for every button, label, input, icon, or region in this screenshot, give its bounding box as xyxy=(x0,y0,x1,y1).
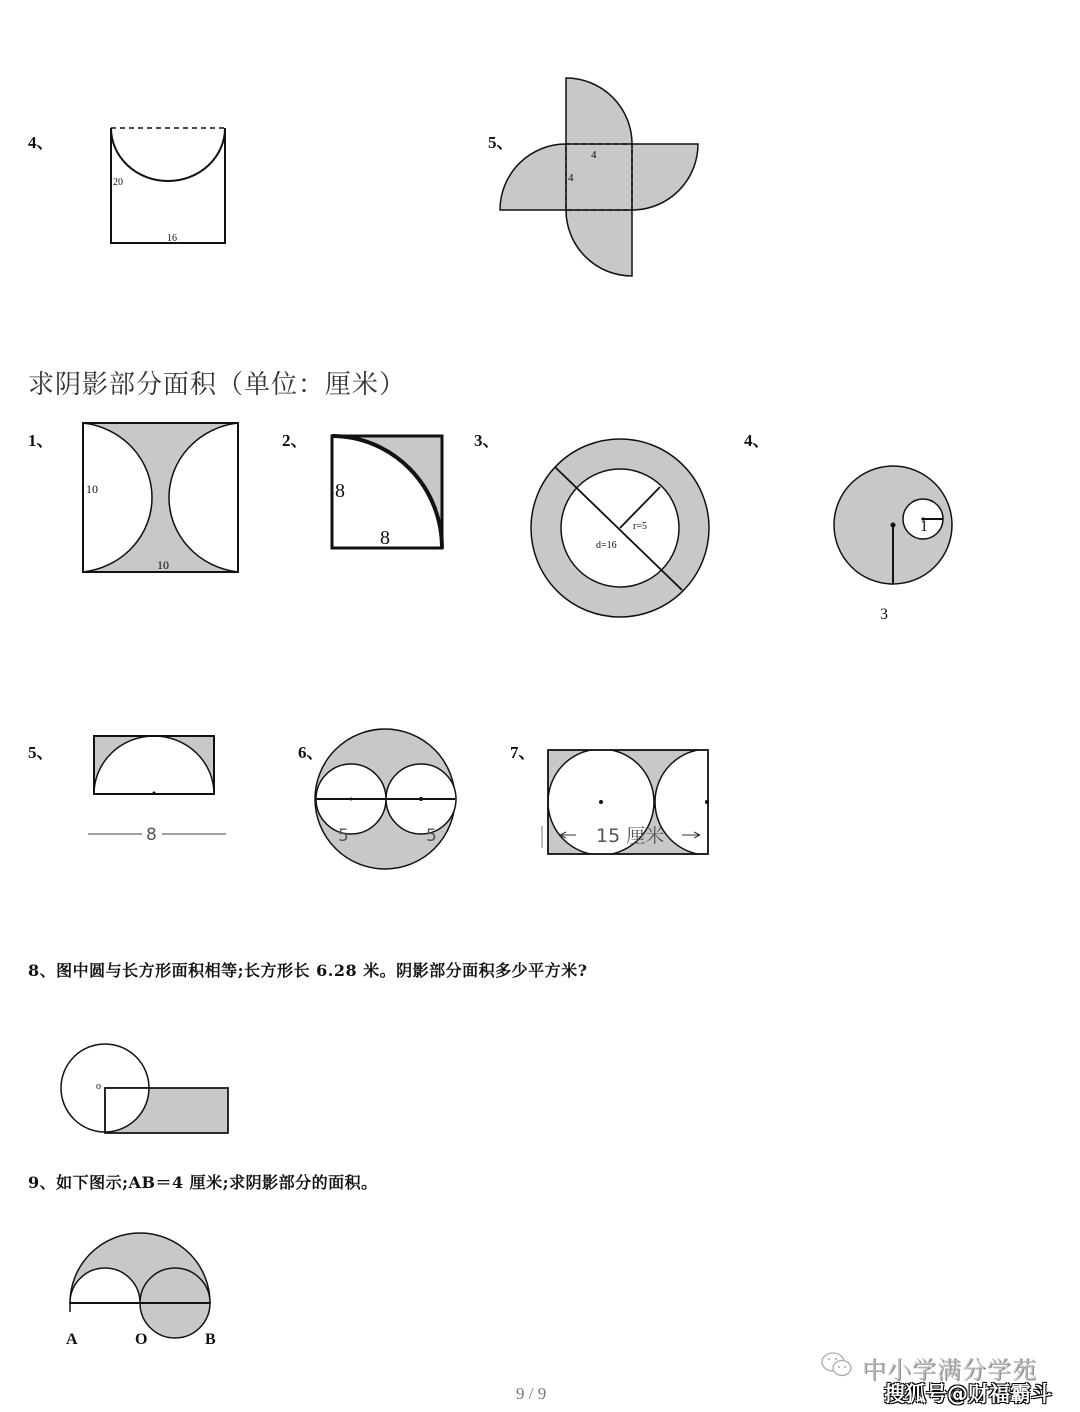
label-left: 4 xyxy=(568,172,574,184)
question-number-4-prior: 4、 xyxy=(28,133,54,152)
question-number-4: 4、 xyxy=(744,431,770,450)
figure-prior-5-pinwheel xyxy=(498,74,708,284)
label-bottom: 10 xyxy=(157,558,169,572)
label-right: 5 xyxy=(426,826,437,846)
label-top: 4 xyxy=(591,149,597,161)
label-b: B xyxy=(205,1331,216,1348)
question-number-6: 6、 xyxy=(298,743,324,762)
figure-1 xyxy=(82,422,242,574)
label-a: A xyxy=(66,1331,78,1348)
watermark-source: 搜狐号@财福霸斗 xyxy=(884,1382,1052,1406)
question-8-text: 8、图中圆与长方形面积相等;长方形长 6.28 米。阴影部分面积多少平方米? xyxy=(28,961,588,980)
label-o: O xyxy=(135,1331,148,1348)
question-number-5-prior: 5、 xyxy=(488,133,514,152)
question-9-text: 9、如下图示;AB＝4 厘米;求阴影部分的面积。 xyxy=(28,1173,378,1192)
figure-2 xyxy=(330,434,446,554)
question-number-7: 7、 xyxy=(510,743,536,762)
figure-prior-4 xyxy=(108,124,238,249)
label-small-radius: 1 xyxy=(920,518,928,535)
watermark-account: 中小学满分学苑 xyxy=(862,1356,1037,1384)
label-width: 8 xyxy=(146,825,157,845)
label-diameter: d=16 xyxy=(596,540,617,551)
figure-7 xyxy=(540,746,720,866)
question-number-3: 3、 xyxy=(474,431,500,450)
label-bottom: 8 xyxy=(380,527,390,549)
label-side: 20 xyxy=(113,177,123,188)
figure-6 xyxy=(314,728,458,872)
question-number-5: 5、 xyxy=(28,743,54,762)
label-width: 15 厘米 xyxy=(596,825,665,847)
figure-4 xyxy=(832,464,956,623)
wechat-icon xyxy=(820,1350,854,1380)
figure-8 xyxy=(58,1040,238,1140)
section-title: 求阴影部分面积（单位：厘米） xyxy=(28,370,407,400)
page-number: 9 / 9 xyxy=(516,1384,547,1403)
label-big-radius: 3 xyxy=(880,606,888,623)
label-left: 5 xyxy=(338,826,349,846)
label-radius: r=5 xyxy=(633,521,647,532)
label-side: 8 xyxy=(335,480,345,502)
question-number-1: 1、 xyxy=(28,431,54,450)
figure-3-annulus xyxy=(529,437,713,621)
label-side: 10 xyxy=(86,482,98,496)
question-number-2: 2、 xyxy=(282,431,308,450)
figure-5 xyxy=(92,734,232,844)
figure-9 xyxy=(64,1228,234,1368)
label-bottom: 16 xyxy=(167,233,177,244)
label-center: o xyxy=(96,1081,101,1092)
